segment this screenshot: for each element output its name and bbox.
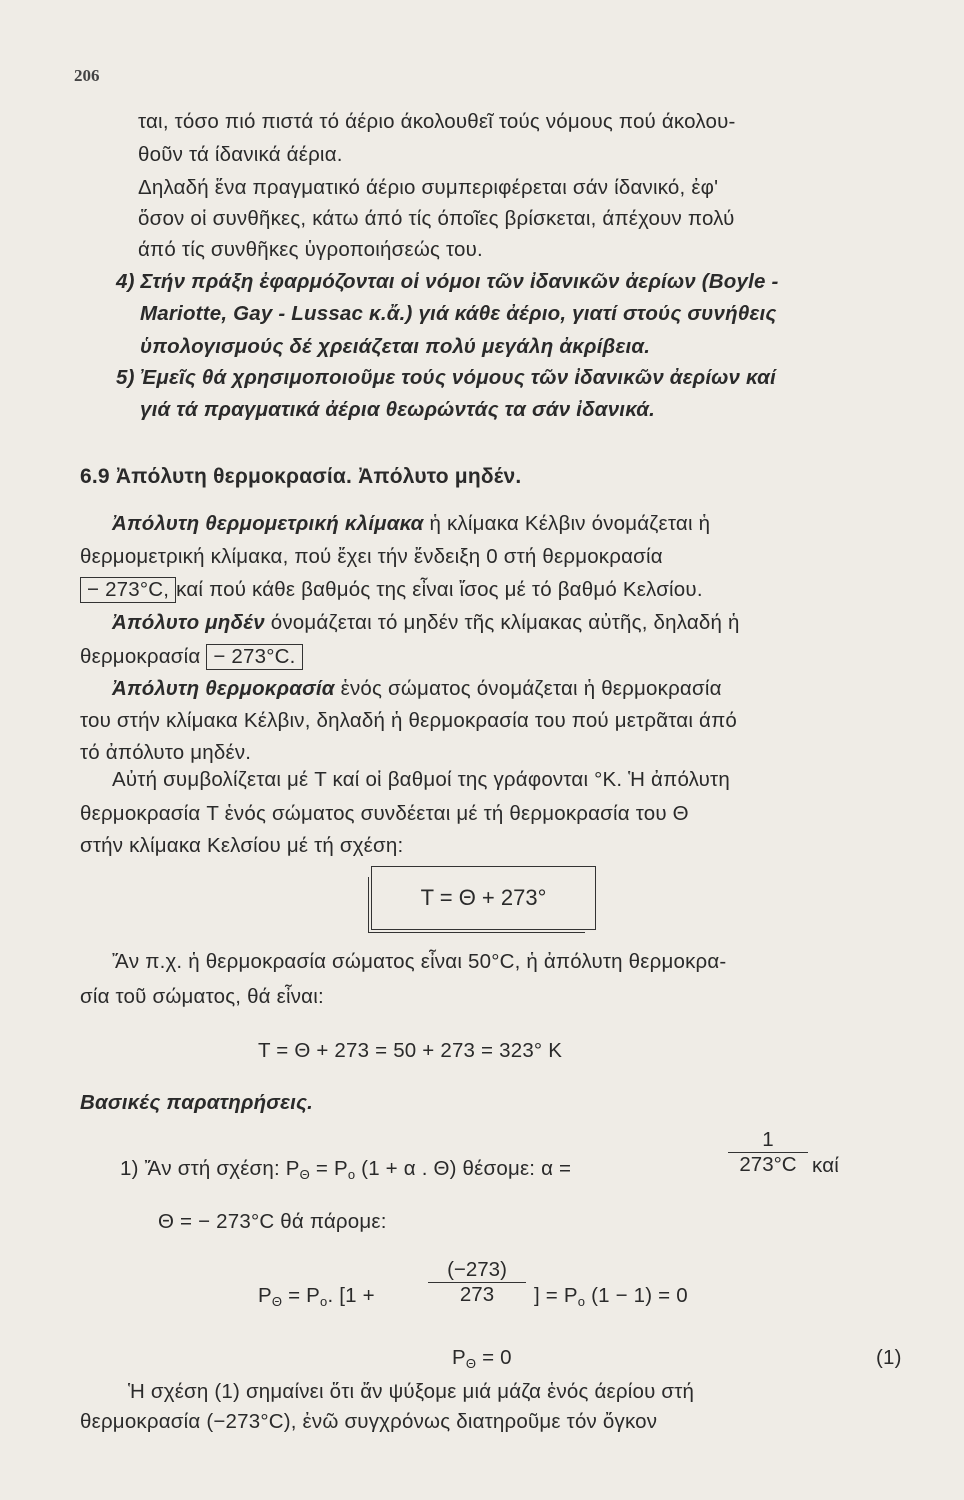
alpha-numerator: 1 <box>762 1128 774 1151</box>
intro-line-3: Δηλαδή ἕνα πραγματικό άέριο συμπεριφέρεται σάν ίδανικό, ἐφ' <box>138 176 719 199</box>
def3-line-2: του στήν κλίμακα Κέλβιν, δηλαδή ἡ θερμοκρασία του πού μετρᾶται άπό <box>80 709 738 732</box>
def1-text-1: ἡ κλίμακα Κέλβιν όνομάζεται ἡ <box>423 512 711 535</box>
note-5-line-2: γιά τά πραγματικά ἀέρια θεωρώντάς τα σάν ἰδανικά. <box>140 398 656 421</box>
eq2-sub-theta: Θ <box>271 1294 283 1309</box>
def2-term: Ἀπόλυτο μηδέν <box>112 611 265 634</box>
observations-title: Βασικές παρατηρήσεις. <box>80 1091 314 1114</box>
obs1-mid: = P <box>309 1157 348 1180</box>
eq2-p: P <box>258 1284 272 1307</box>
page-number: 206 <box>74 66 100 85</box>
symbol-line-1: Αὐτή συμβολίζεται μέ T καί οἱ βαθμοί της γράφονται °K. Ἡ ἀπόλυτη <box>112 768 730 791</box>
eq2-dot: . [1 + <box>327 1284 375 1307</box>
def2-boxed-value: − 273°C. <box>206 644 302 670</box>
def1-line-2: θερμομετρική κλίμακα, πού ἔχει τήν ἔνδειξη 0 στή θερμοκρασία <box>80 545 663 568</box>
obs1-sub-o: o <box>347 1167 356 1182</box>
def2-line-2 <box>80 643 303 671</box>
eq2-fraction <box>428 1258 526 1307</box>
def1-boxed-value: − 273°C, <box>80 577 176 603</box>
eq2-left <box>258 1282 375 1316</box>
alpha-denominator: 273°C <box>728 1152 808 1177</box>
eq3-label: (1) <box>876 1346 902 1369</box>
note-4-line-3: ὑπολογισμούς δέ χρειάζεται πολύ μεγάλη ἀκρίβεια. <box>140 335 651 358</box>
eq2-right-sub: o <box>577 1294 586 1309</box>
eq2-tail: (1 − 1) = 0 <box>585 1284 688 1307</box>
def2-text-1: όνομάζεται τό μηδέν τῆς κλίμακας αὐτῆς, δηλαδή ἡ <box>264 611 740 634</box>
intro-line-5: άπό τίς συνθῆκες ὑγροποιήσεώς του. <box>138 238 483 261</box>
symbol-line-2: θερμοκρασία T ἑνός σώματος συνδέεται μέ τή θερμοκρασία του Θ <box>80 802 689 825</box>
def1-line-1 <box>112 510 710 538</box>
alpha-fraction <box>728 1128 808 1177</box>
def2-text-2: θερμοκρασία <box>80 645 201 668</box>
closing-line-2: θερμοκρασία (−273°C), ἐνῶ συγχρόνως διατηροῦμε τόν ὄγκον <box>80 1410 658 1433</box>
main-formula-box <box>371 866 596 930</box>
obs1-right: (1 + α . Θ) θέσομε: α = <box>355 1157 572 1180</box>
eq2-numerator: (−273) <box>447 1258 507 1281</box>
eq3-sub-theta: Θ <box>465 1356 477 1371</box>
example-equation: T = Θ + 273 = 50 + 273 = 323° K <box>258 1039 563 1062</box>
eq2-right-p: ] = P <box>534 1284 578 1307</box>
example-line-1: Ἄν π.χ. ἡ θερμοκρασία σώματος εἶναι 50°C, ἡ ἀπόλυτη θερμοκρα- <box>112 950 727 973</box>
def1-text-3: καί πού κάθε βαθμός της εἶναι ἴσος μέ τό βαθμό Κελσίου. <box>176 578 703 601</box>
intro-line-4: ὅσον οἱ συνθῆκες, κάτω άπό τίς όποῖες βρίσκεται, άπέχουν πολύ <box>138 207 735 230</box>
def1-line-3 <box>80 576 703 604</box>
section-title: 6.9 Ἀπόλυτη θερμοκρασία. Ἀπόλυτο μηδέν. <box>80 465 522 488</box>
def3-line-1 <box>112 675 722 703</box>
def3-line-3: τό ἀπόλυτο μηδέν. <box>80 741 252 764</box>
def2-line-1 <box>112 609 740 637</box>
obs1-left: 1) Ἄν στή σχέση: P <box>120 1157 300 1180</box>
eq3 <box>452 1344 512 1378</box>
obs1-sub-theta: Θ <box>299 1167 310 1182</box>
eq3-p: P <box>452 1346 466 1369</box>
obs1-line <box>120 1155 571 1189</box>
intro-line-1: ται, τόσο πιό πιστά τό άέριο άκολουθεῖ τούς νόμους πού άκολου- <box>138 110 736 133</box>
intro-line-2: θοῦν τά ίδανικά άέρια. <box>138 143 343 166</box>
note-4-line-1: 4) Στήν πράξη ἐφαρμόζονται οἱ νόμοι τῶν ἰδανικῶν ἀερίων (Boyle - <box>116 270 779 293</box>
eq3-right: = 0 <box>476 1346 512 1369</box>
note-5-line-1: 5) Ἐμεῖς θά χρησιμοποιοῦμε τούς νόμους τῶν ἰδανικῶν ἀερίων καί <box>116 366 776 389</box>
def3-text-1: ἑνός σώματος όνομάζεται ἡ θερμοκρασία <box>334 677 722 700</box>
eq2-right <box>534 1282 688 1316</box>
def1-term: Ἀπόλυτη θερμομετρική κλίμακα <box>112 512 424 535</box>
main-formula: T = Θ + 273° <box>420 885 547 910</box>
example-line-2: σία τοῦ σώματος, θά εἶναι: <box>80 985 324 1008</box>
def3-term: Ἀπόλυτη θερμοκρασία <box>112 677 335 700</box>
theta-line: Θ = − 273°C θά πάρομε: <box>158 1210 387 1233</box>
closing-line-1: Ἡ σχέση (1) σημαίνει ὅτι ἄν ψύξομε μιά μάζα ἑνός άερίου στή <box>128 1380 695 1403</box>
symbol-line-3: στήν κλίμακα Κελσίου μέ τή σχέση: <box>80 834 404 857</box>
eq2-mid: = P <box>282 1284 321 1307</box>
obs1-after: καί <box>812 1154 840 1177</box>
eq2-denominator: 273 <box>428 1282 526 1307</box>
eq2-sub-o: o <box>320 1294 328 1309</box>
note-4-line-2: Mariotte, Gay - Lussac κ.ἄ.) γιά κάθε ἀέριο, γιατί στούς συνήθεις <box>140 302 777 325</box>
